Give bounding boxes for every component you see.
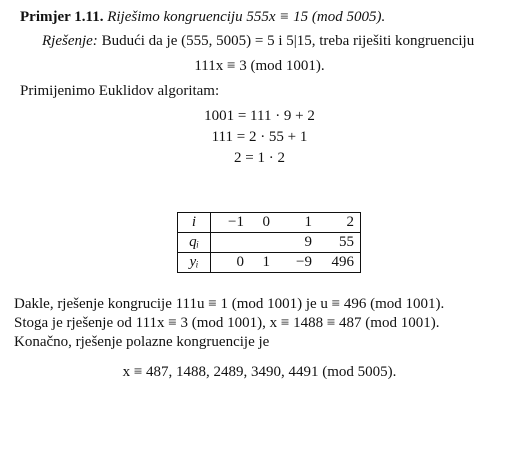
table-row-q	[178, 233, 361, 253]
euclid-step-1: 1001 = 111 · 9 + 2	[204, 108, 315, 124]
reduced-congruence: 111x ≡ 3 (mod 1001).	[194, 58, 325, 74]
conclusion-line-2: Stoga je rješenje od 111x ≡ 3 (mod 1001), x ≡ 1488 ≡ 487 (mod 1001).	[14, 315, 440, 331]
conclusion-line-3: Konačno, rješenje polazne kongruencije je	[14, 334, 270, 350]
table-head-q: qᵢ	[178, 233, 211, 253]
table-cell: 496	[318, 253, 361, 273]
solution-label: Rješenje:	[42, 33, 98, 49]
table-head-i: i	[178, 213, 211, 233]
table-head-y: yᵢ	[178, 253, 211, 273]
table-cell: 1	[250, 253, 276, 273]
euclid-intro: Primijenimo Euklidov algoritam:	[20, 83, 220, 99]
solution-line	[42, 32, 474, 50]
table-cell	[211, 233, 251, 253]
euclid-step-3: 2 = 1 · 2	[234, 150, 285, 166]
table-cell: 2	[318, 213, 361, 233]
table-cell: 0	[211, 253, 251, 273]
example-heading	[20, 8, 385, 26]
table-cell: 55	[318, 233, 361, 253]
table-row-i	[178, 213, 361, 233]
table-cell	[250, 233, 276, 253]
table-cell: −9	[276, 253, 318, 273]
example-label: Primjer 1.11.	[20, 9, 104, 25]
final-answer: x ≡ 487, 1488, 2489, 3490, 4491 (mod 5005).	[122, 364, 397, 380]
solution-text: Budući da je (555, 5005) = 5 i 5|15, treba riješiti kongruenciju	[101, 33, 475, 49]
table-row-y	[178, 253, 361, 273]
table-cell: 0	[250, 213, 276, 233]
conclusion-line-1: Dakle, rješenje kongrucije 111u ≡ 1 (mod 1001) je u ≡ 496 (mod 1001).	[14, 296, 445, 312]
euclid-table	[177, 212, 361, 273]
euclid-step-2: 111 = 2 · 55 + 1	[211, 129, 308, 145]
table-cell: −1	[211, 213, 251, 233]
table-cell: 9	[276, 233, 318, 253]
example-statement: Riješimo kongruenciju 555x ≡ 15 (mod 5005).	[107, 9, 386, 25]
table-cell: 1	[276, 213, 318, 233]
